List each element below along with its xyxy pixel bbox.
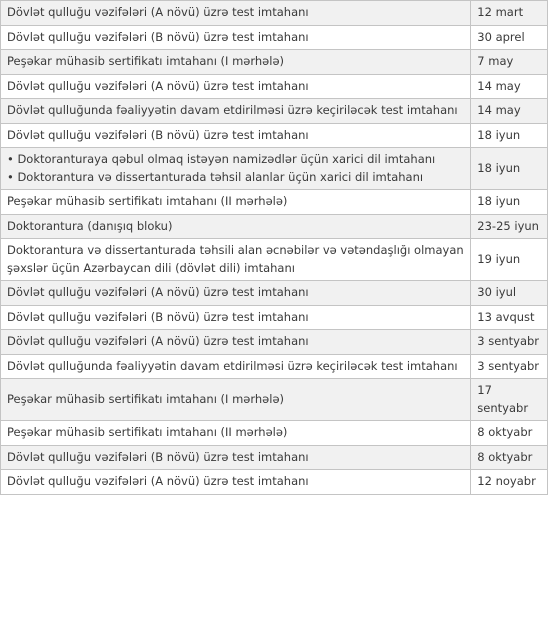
exam-date-cell: 13 avqust xyxy=(471,305,548,330)
exam-date-cell: 7 may xyxy=(471,50,548,75)
table-row xyxy=(1,50,548,75)
table-row xyxy=(1,239,548,281)
exam-name-cell: Dövlət qulluğu vəzifələri (A növü) üzrə test imtahanı xyxy=(1,470,471,495)
exam-name-cell: Doktorantura (danışıq bloku) xyxy=(1,214,471,239)
exam-name-line: • Doktoranturaya qəbul olmaq istəyən namizədlər üçün xarici dil imtahanı xyxy=(7,152,436,166)
table-row xyxy=(1,379,548,421)
exam-date-cell: 18 iyun xyxy=(471,123,548,148)
exam-name-cell: Peşəkar mühasib sertifikatı imtahanı (II mərhələ) xyxy=(1,421,471,446)
exam-schedule-body xyxy=(1,1,548,495)
exam-name-cell xyxy=(1,148,471,190)
table-row xyxy=(1,25,548,50)
table-row xyxy=(1,281,548,306)
exam-date-cell: 12 noyabr xyxy=(471,470,548,495)
exam-name-cell: Dövlət qulluğu vəzifələri (A növü) üzrə test imtahanı xyxy=(1,330,471,355)
exam-date-cell: 3 sentyabr xyxy=(471,330,548,355)
exam-date-cell: 23-25 iyun xyxy=(471,214,548,239)
exam-date-cell: 8 oktyabr xyxy=(471,445,548,470)
exam-name-cell: Dövlət qulluğunda fəaliyyətin davam etdirilməsi üzrə keçiriləcək test imtahanı xyxy=(1,99,471,124)
exam-name-cell: Dövlət qulluğu vəzifələri (A növü) üzrə test imtahanı xyxy=(1,1,471,26)
exam-name-cell: Peşəkar mühasib sertifikatı imtahanı (I mərhələ) xyxy=(1,50,471,75)
table-row xyxy=(1,99,548,124)
table-row xyxy=(1,74,548,99)
table-row xyxy=(1,190,548,215)
exam-name-cell: Doktorantura və dissertanturada təhsili alan əcnəbilər və vətəndaşlığı olmayan şəxslər üçün Azərbaycan dili (dövlət dili) imtahanı xyxy=(1,239,471,281)
exam-name-cell: Dövlət qulluğu vəzifələri (A növü) üzrə test imtahanı xyxy=(1,281,471,306)
exam-date-cell: 30 aprel xyxy=(471,25,548,50)
exam-date-cell: 30 iyul xyxy=(471,281,548,306)
table-row xyxy=(1,445,548,470)
table-row xyxy=(1,214,548,239)
table-row xyxy=(1,421,548,446)
table-row xyxy=(1,305,548,330)
exam-name-line: • Doktorantura və dissertanturada təhsil alanlar üçün xarici dil imtahanı xyxy=(7,169,424,184)
exam-date-cell: 14 may xyxy=(471,99,548,124)
exam-name-cell: Dövlət qulluğu vəzifələri (B növü) üzrə test imtahanı xyxy=(1,305,471,330)
exam-name-cell: Dövlət qulluğunda fəaliyyətin davam etdirilməsi üzrə keçiriləcək test imtahanı xyxy=(1,354,471,379)
table-row xyxy=(1,1,548,26)
exam-date-cell: 18 iyun xyxy=(471,190,548,215)
table-row xyxy=(1,123,548,148)
exam-date-cell: 12 mart xyxy=(471,1,548,26)
exam-name-cell: Dövlət qulluğu vəzifələri (B növü) üzrə test imtahanı xyxy=(1,445,471,470)
exam-date-cell: 3 sentyabr xyxy=(471,354,548,379)
exam-name-cell: Peşəkar mühasib sertifikatı imtahanı (I mərhələ) xyxy=(1,379,471,421)
table-row xyxy=(1,354,548,379)
exam-name-cell: Dövlət qulluğu vəzifələri (A növü) üzrə test imtahanı xyxy=(1,74,471,99)
exam-date-cell: 17 sentyabr xyxy=(471,379,548,421)
exam-name-cell: Peşəkar mühasib sertifikatı imtahanı (II mərhələ) xyxy=(1,190,471,215)
table-row xyxy=(1,470,548,495)
exam-date-cell: 18 iyun xyxy=(471,148,548,190)
exam-date-cell: 14 may xyxy=(471,74,548,99)
exam-name-cell: Dövlət qulluğu vəzifələri (B növü) üzrə test imtahanı xyxy=(1,123,471,148)
exam-date-cell: 8 oktyabr xyxy=(471,421,548,446)
table-row xyxy=(1,148,548,190)
exam-name-cell: Dövlət qulluğu vəzifələri (B növü) üzrə test imtahanı xyxy=(1,25,471,50)
table-row xyxy=(1,330,548,355)
exam-date-cell: 19 iyun xyxy=(471,239,548,281)
